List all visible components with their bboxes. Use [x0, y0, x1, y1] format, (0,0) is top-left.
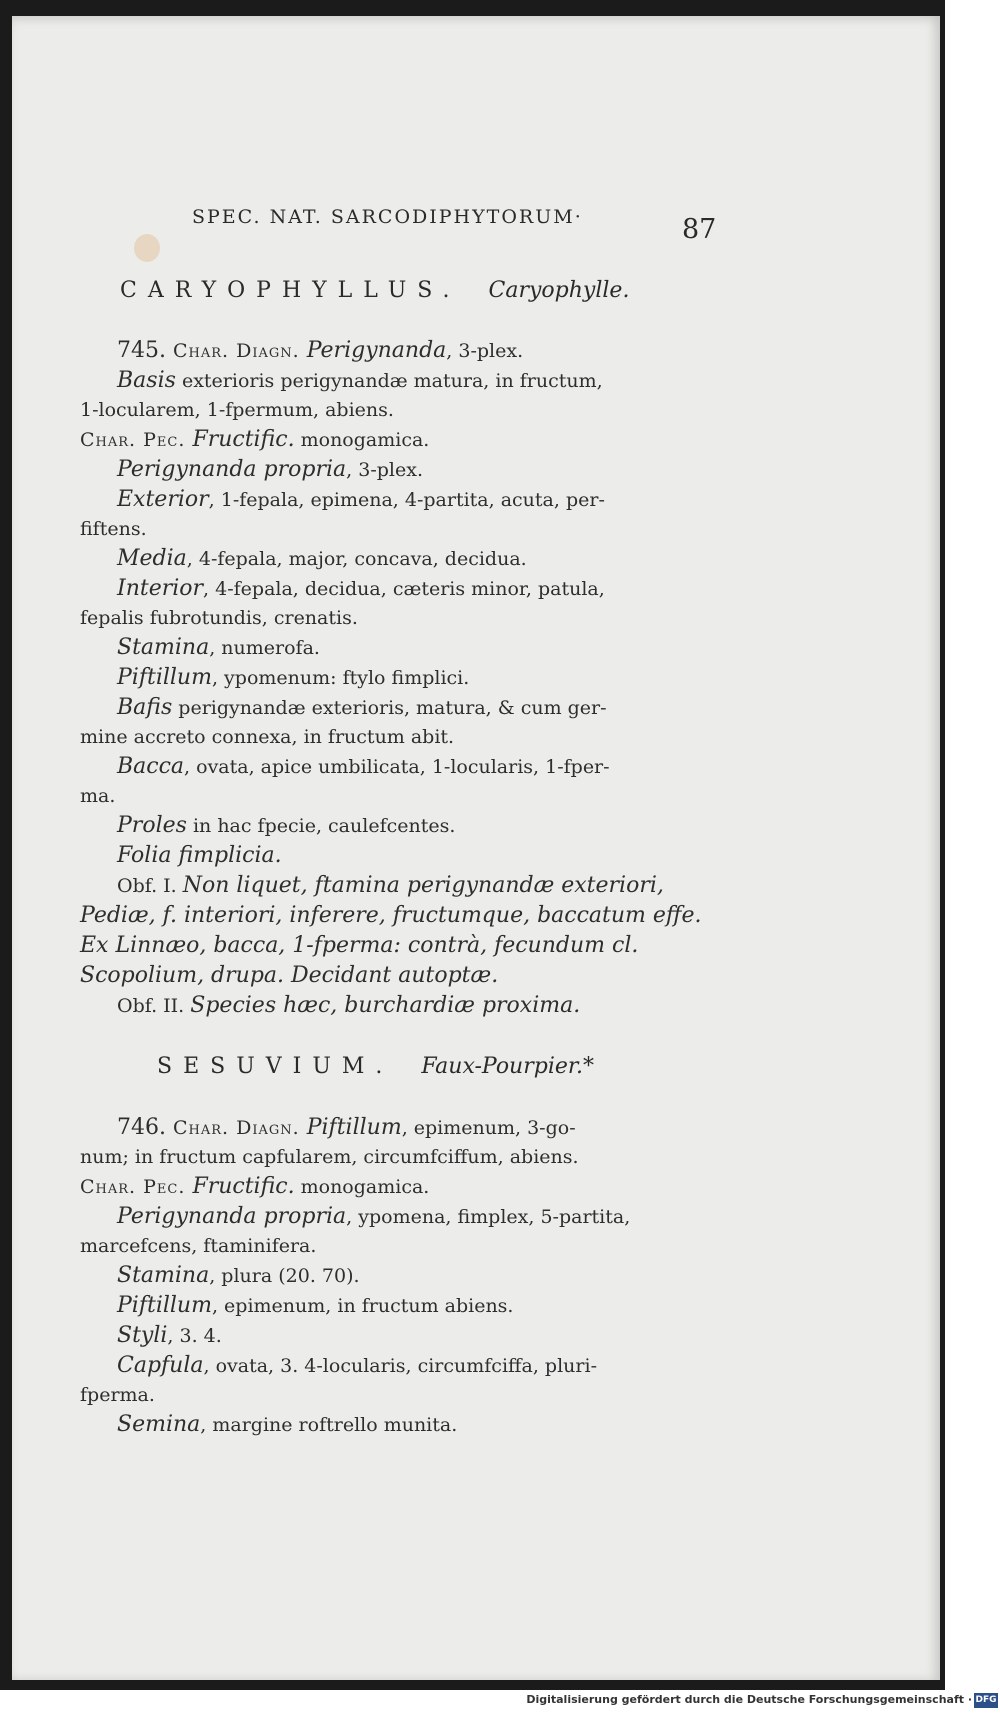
genus-name: SESUVIUM. [157, 1054, 394, 1079]
funding-credit: Digitalisierung gefördert durch die Deutsche Forschungsgemeinschaft · [526, 1693, 972, 1706]
text-line: Piftillum, ypomenum: ftylo fimplici. [117, 665, 470, 690]
french-name: Caryophylle. [488, 278, 630, 303]
running-title: SPEC. NAT. SARCODIPHYTORUM· [192, 206, 583, 228]
text-line: Stamina, numerofa. [117, 635, 320, 660]
text-line: Bacca, ovata, apice umbilicata, 1-locularis, 1-fper- [117, 754, 610, 779]
text-line: Proles in hac fpecie, caulefcentes. [117, 813, 456, 838]
text-line: Semina, margine roftrello munita. [117, 1412, 458, 1437]
page-number: 87 [682, 214, 717, 245]
text-line: 1-locularem, 1-fpermum, abiens. [80, 399, 394, 421]
genus-heading-caryophyllus [120, 278, 629, 303]
entry-746 [80, 1113, 715, 1440]
text-line: Interior, 4-fepala, decidua, cæteris minor, patula, [117, 576, 605, 601]
text-line: ma. [80, 785, 116, 807]
paper-stain [134, 234, 160, 262]
text-line: num; in fructum capfularem, circumfciffum, abiens. [80, 1146, 579, 1168]
book-page [12, 16, 940, 1680]
footer-bar [0, 1690, 1000, 1713]
text-line: Scopolium, drupa. Decidant autoptæ. [80, 963, 499, 988]
text-line: Basis exterioris perigynandæ matura, in fructum, [117, 368, 603, 393]
genus-heading-sesuvium [157, 1054, 594, 1079]
text-line: Capfula, ovata, 3. 4-locularis, circumfciffa, pluri- [117, 1353, 597, 1378]
text-line: Char. Pec. Fructific. monogamica. [80, 1174, 430, 1199]
text-line: Obf. II. Species hæc, burchardiæ proxima. [117, 993, 581, 1018]
french-name: Faux-Pourpier.* [421, 1054, 594, 1079]
text-line: Folia fimplicia. [117, 843, 282, 868]
text-line: Media, 4-fepala, major, concava, decidua. [117, 546, 527, 571]
text-line: Char. Pec. Fructific. monogamica. [80, 427, 430, 452]
text-line: Ex Linnæo, bacca, 1-fperma: contrà, fecundum cl. [80, 933, 639, 958]
text-line: Stamina, plura (20. 70). [117, 1263, 360, 1288]
text-line: Obf. I. Non liquet, ftamina perigynandæ exteriori, [117, 873, 664, 898]
text-line: Pediæ, f. interiori, inferere, fructumque, baccatum effe. [80, 903, 702, 928]
text-line: 746. Char. Diagn. Piftillum, epimenum, 3-go- [117, 1115, 576, 1140]
text-line: fperma. [80, 1384, 155, 1406]
text-line: marcefcens, ftaminifera. [80, 1235, 317, 1257]
text-line: 745. Char. Diagn. Perigynanda, 3-plex. [117, 338, 524, 363]
text-line: Piftillum, epimenum, in fructum abiens. [117, 1293, 514, 1318]
text-line: Styli, 3. 4. [117, 1323, 222, 1348]
text-line: Bafis perigynandæ exterioris, matura, & cum ger- [117, 695, 607, 720]
text-line: fepalis fubrotundis, crenatis. [80, 607, 358, 629]
entry-745 [80, 336, 715, 1021]
text-line: mine accreto connexa, in fructum abit. [80, 726, 455, 748]
text-line: Perigynanda propria, 3-plex. [117, 457, 423, 482]
text-line: Exterior, 1-fepala, epimena, 4-partita, acuta, per- [117, 487, 605, 512]
text-line: Perigynanda propria, ypomena, fimplex, 5-partita, [117, 1204, 631, 1229]
dfg-logo: DFG [974, 1693, 998, 1708]
text-line: fiftens. [80, 518, 147, 540]
genus-name: CARYOPHYLLUS. [120, 278, 461, 303]
